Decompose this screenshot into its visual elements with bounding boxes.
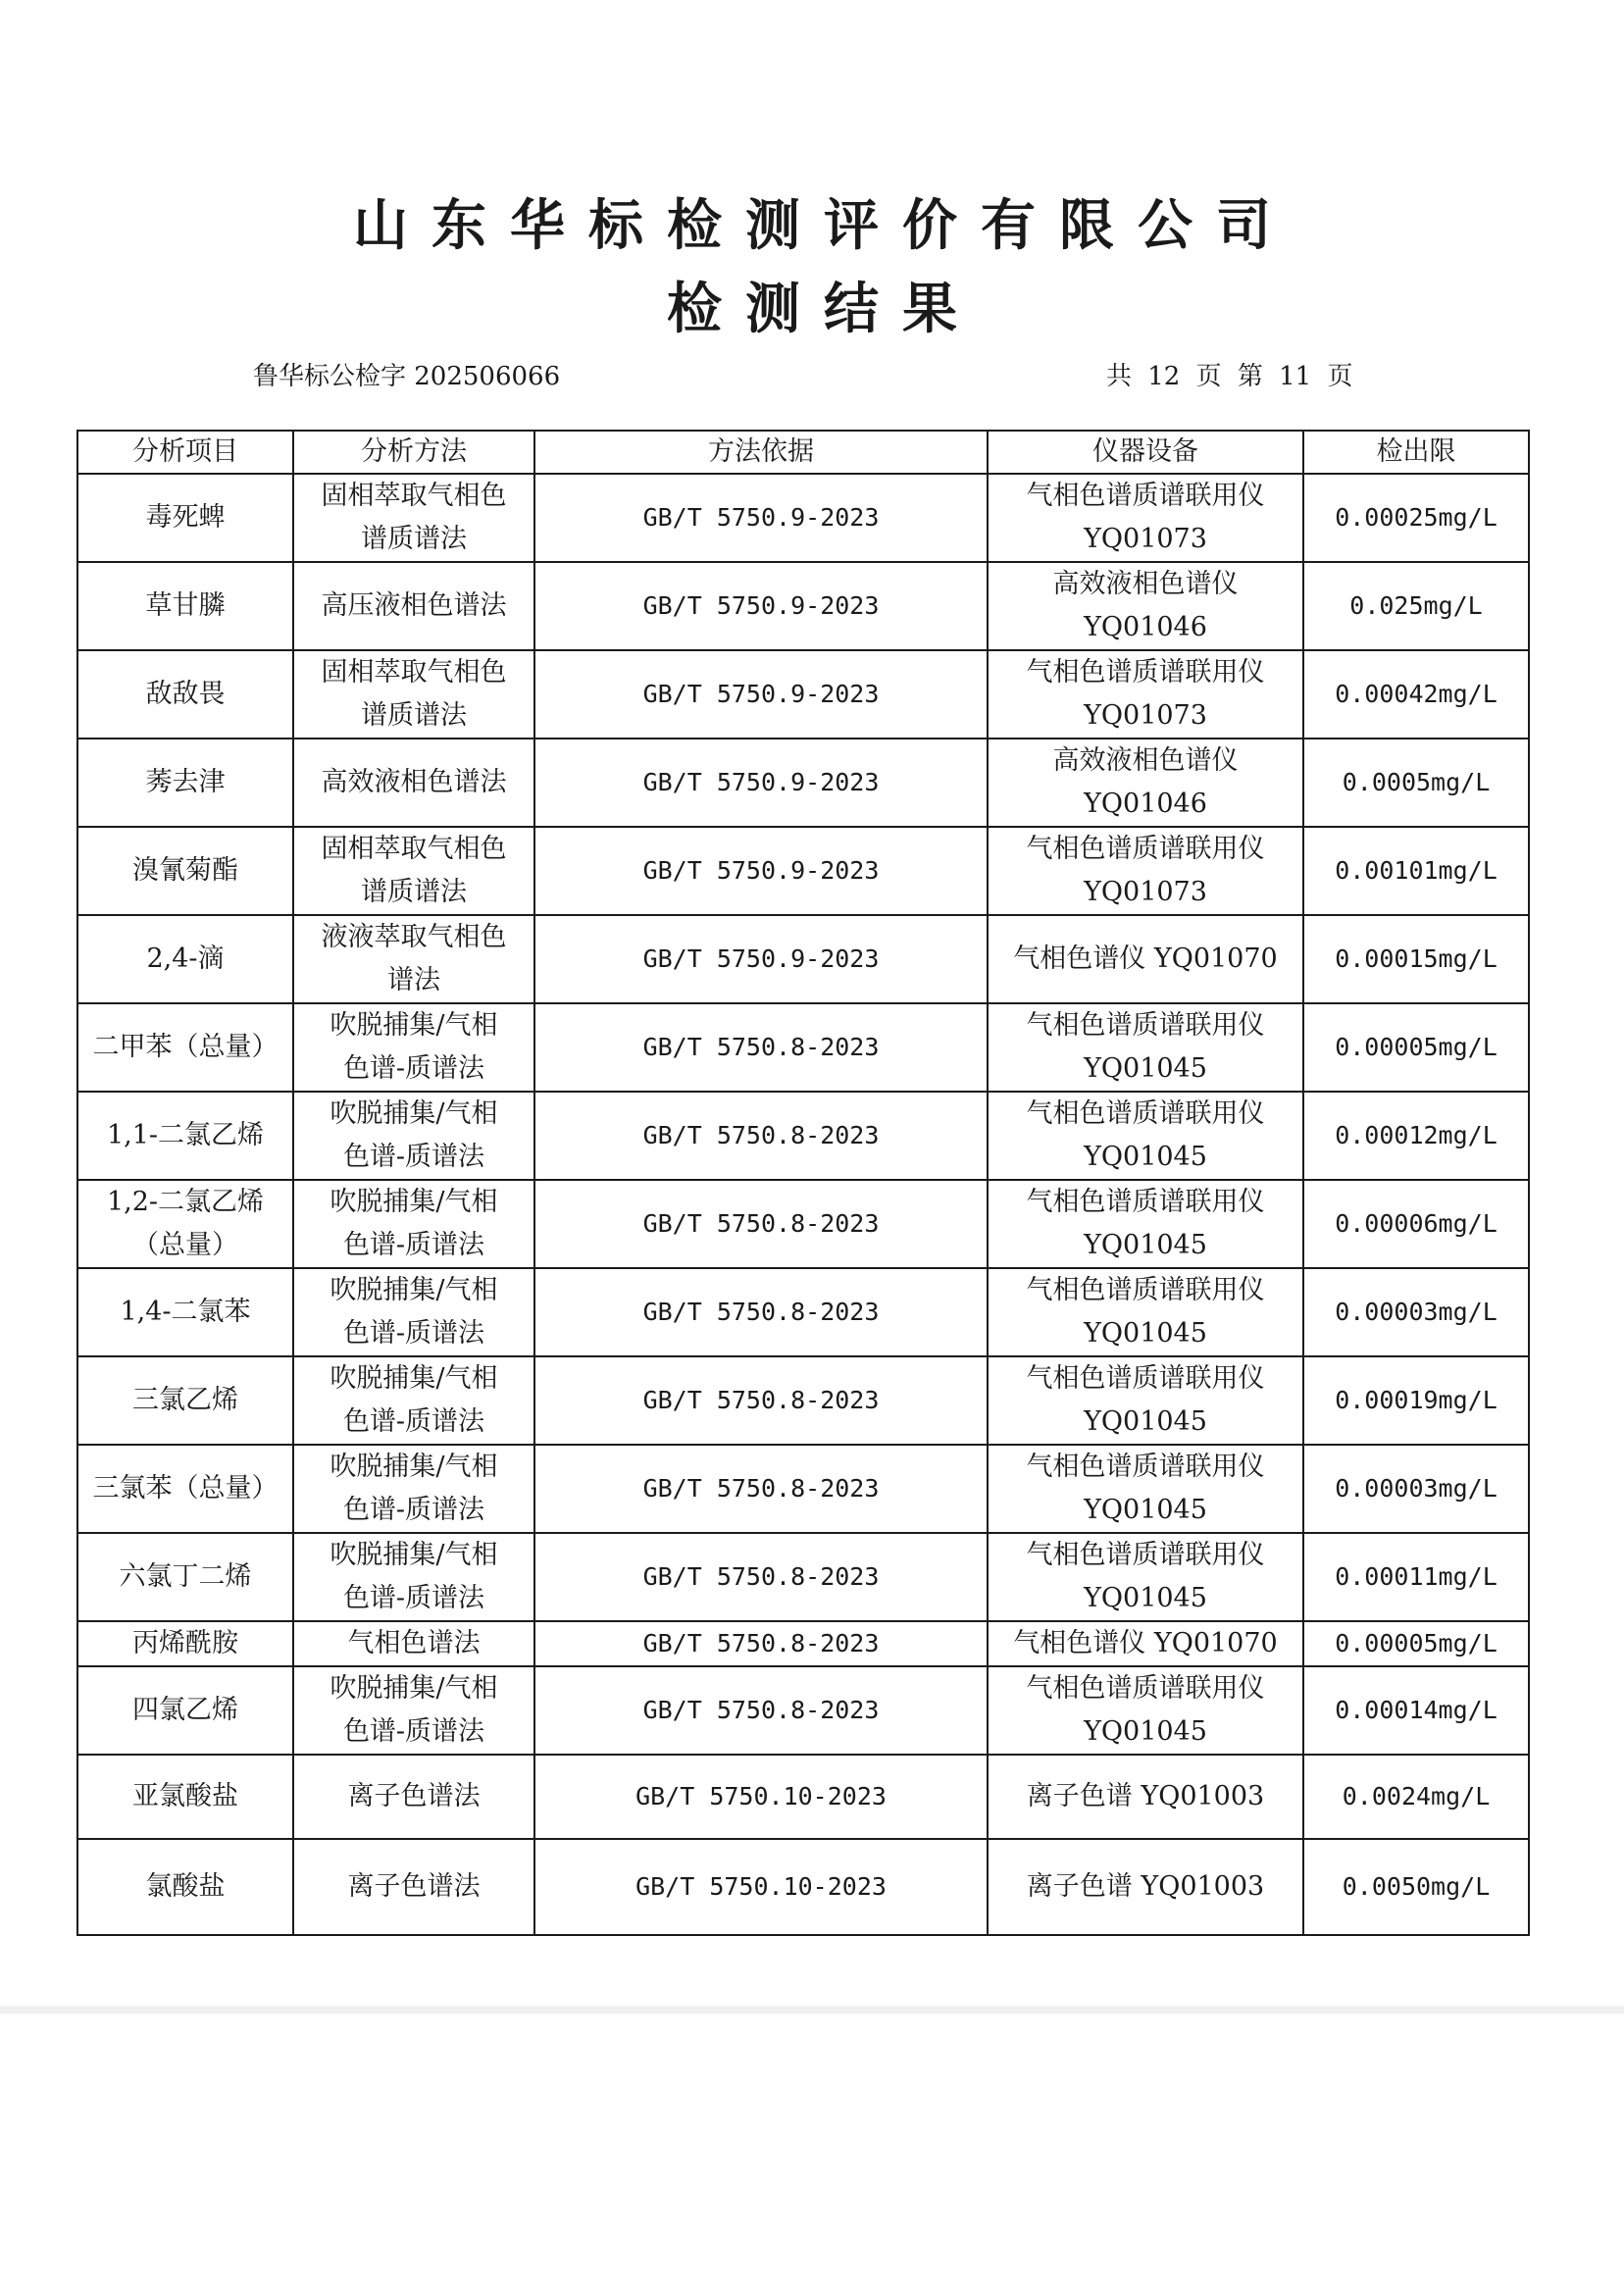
cell-method-line: 固相萃取气相色 — [321, 834, 507, 864]
cell-method-line: 吹脱捕集/气相 — [330, 1452, 498, 1482]
cell-method-line: 吹脱捕集/气相 — [330, 1275, 498, 1305]
table-row — [77, 739, 1529, 827]
table-row — [77, 915, 1529, 1003]
cell-method — [293, 1666, 534, 1755]
cell-method-line: 吹脱捕集/气相 — [330, 1010, 498, 1041]
cell-limit: 0.00101mg/L — [1303, 827, 1529, 915]
cell-instrument-line: YQ01073 — [1084, 700, 1207, 731]
cell-item — [77, 1092, 293, 1180]
cell-item — [77, 1445, 293, 1533]
cell-instrument — [988, 1092, 1303, 1180]
cell-item-line: 亚氯酸盐 — [132, 1781, 238, 1811]
cell-method-line: 吹脱捕集/气相 — [330, 1098, 498, 1129]
cell-instrument-line: 气相色谱质谱联用仪 — [1026, 1673, 1265, 1704]
cell-method — [293, 1445, 534, 1533]
cell-limit: 0.0050mg/L — [1303, 1839, 1529, 1935]
cell-instrument-line: YQ01073 — [1084, 877, 1207, 907]
cell-method — [293, 1533, 534, 1621]
cell-item-line: 草甘膦 — [145, 590, 226, 621]
cell-instrument-line: 气相色谱质谱联用仪 — [1026, 1275, 1265, 1305]
cell-instrument — [988, 1755, 1303, 1839]
table-row — [77, 1621, 1529, 1666]
cell-instrument-line: 气相色谱质谱联用仪 — [1026, 1098, 1265, 1129]
cell-method — [293, 1621, 534, 1666]
table-row — [77, 562, 1529, 650]
cell-instrument — [988, 1839, 1303, 1935]
cell-basis: GB/T 5750.8-2023 — [534, 1180, 988, 1268]
cell-instrument — [988, 1445, 1303, 1533]
cell-method-line: 高效液相色谱法 — [321, 767, 507, 797]
cell-instrument-line: YQ01046 — [1084, 789, 1207, 819]
cell-instrument-line: 气相色谱质谱联用仪 — [1026, 481, 1265, 511]
cell-item-line: 四氯乙烯 — [132, 1695, 238, 1725]
cell-instrument — [988, 562, 1303, 650]
cell-method — [293, 562, 534, 650]
cell-method — [293, 1268, 534, 1356]
cell-method — [293, 1180, 534, 1268]
cell-limit: 0.025mg/L — [1303, 562, 1529, 650]
cell-item-line: 六氯丁二烯 — [119, 1561, 252, 1592]
report-number: 鲁华标公检字 202506066 — [253, 362, 561, 391]
cell-limit: 0.00019mg/L — [1303, 1356, 1529, 1445]
results-table — [76, 430, 1530, 1936]
cell-basis: GB/T 5750.8-2023 — [534, 1356, 988, 1445]
cell-item-line: （总量） — [132, 1230, 238, 1260]
table-row — [77, 1445, 1529, 1533]
cell-method — [293, 827, 534, 915]
table-row — [77, 1839, 1529, 1935]
cell-instrument-line: 离子色谱 YQ01003 — [1026, 1781, 1265, 1811]
cell-limit: 0.00011mg/L — [1303, 1533, 1529, 1621]
cell-instrument-line: 气相色谱质谱联用仪 — [1026, 1363, 1265, 1394]
table-row — [77, 1533, 1529, 1621]
cell-basis: GB/T 5750.9-2023 — [534, 650, 988, 739]
cell-instrument — [988, 1666, 1303, 1755]
cell-instrument-line: 气相色谱质谱联用仪 — [1026, 1187, 1265, 1217]
cell-instrument-line: YQ01046 — [1084, 612, 1207, 642]
cell-basis: GB/T 5750.8-2023 — [534, 1268, 988, 1356]
cell-method-line: 吹脱捕集/气相 — [330, 1187, 498, 1217]
cell-method — [293, 474, 534, 562]
cell-method-line: 吹脱捕集/气相 — [330, 1673, 498, 1704]
cell-limit: 0.00015mg/L — [1303, 915, 1529, 1003]
cell-basis: GB/T 5750.8-2023 — [534, 1666, 988, 1755]
table-row — [77, 1092, 1529, 1180]
table-header-row — [77, 431, 1529, 474]
cell-item-line: 氯酸盐 — [145, 1871, 226, 1902]
cell-basis: GB/T 5750.9-2023 — [534, 827, 988, 915]
cell-method-line: 谱质谱法 — [361, 700, 467, 731]
cell-item — [77, 562, 293, 650]
cell-instrument-line: 气相色谱质谱联用仪 — [1026, 1452, 1265, 1482]
cell-method-line: 谱质谱法 — [361, 524, 467, 554]
cell-instrument — [988, 827, 1303, 915]
cell-limit: 0.00006mg/L — [1303, 1180, 1529, 1268]
cell-instrument-line: 高效液相色谱仪 — [1052, 569, 1239, 599]
cell-basis: GB/T 5750.10-2023 — [534, 1839, 988, 1935]
cell-method-line: 离子色谱法 — [347, 1871, 481, 1902]
cell-instrument — [988, 1003, 1303, 1092]
cell-instrument-line: YQ01045 — [1084, 1318, 1207, 1349]
cell-item-line: 溴氰菊酯 — [132, 855, 238, 886]
cell-instrument-line: 气相色谱质谱联用仪 — [1026, 834, 1265, 864]
cell-basis: GB/T 5750.9-2023 — [534, 739, 988, 827]
cell-item — [77, 1621, 293, 1666]
cell-instrument-line: YQ01045 — [1084, 1495, 1207, 1525]
cell-method — [293, 1839, 534, 1935]
column-header-basis: 方法依据 — [534, 431, 988, 474]
column-header-method: 分析方法 — [293, 431, 534, 474]
cell-item-line: 1,2-二氯乙烯 — [106, 1187, 265, 1217]
cell-method — [293, 1092, 534, 1180]
cell-instrument-line: 气相色谱质谱联用仪 — [1026, 1010, 1265, 1041]
cell-item — [77, 915, 293, 1003]
cell-method-line: 色谱-质谱法 — [342, 1716, 485, 1747]
table-row — [77, 1755, 1529, 1839]
cell-method-line: 固相萃取气相色 — [321, 657, 507, 688]
cell-instrument-line: YQ01073 — [1084, 524, 1207, 554]
cell-basis: GB/T 5750.9-2023 — [534, 474, 988, 562]
cell-method-line: 吹脱捕集/气相 — [330, 1363, 498, 1394]
cell-instrument — [988, 1180, 1303, 1268]
cell-basis: GB/T 5750.8-2023 — [534, 1003, 988, 1092]
cell-instrument-line: YQ01045 — [1084, 1230, 1207, 1260]
cell-method-line: 色谱-质谱法 — [342, 1406, 485, 1437]
cell-method — [293, 1755, 534, 1839]
cell-item — [77, 1003, 293, 1092]
cell-limit: 0.00003mg/L — [1303, 1445, 1529, 1533]
table-row — [77, 1268, 1529, 1356]
table-row — [77, 1180, 1529, 1268]
cell-limit: 0.00005mg/L — [1303, 1621, 1529, 1666]
cell-item-line: 莠去津 — [145, 767, 226, 797]
column-header-instrument: 仪器设备 — [988, 431, 1303, 474]
cell-item — [77, 650, 293, 739]
cell-item — [77, 1268, 293, 1356]
cell-method-line: 色谱-质谱法 — [342, 1053, 485, 1084]
column-header-item: 分析项目 — [77, 431, 293, 474]
cell-method-line: 液液萃取气相色 — [321, 922, 507, 952]
table-row — [77, 827, 1529, 915]
cell-limit: 0.00005mg/L — [1303, 1003, 1529, 1092]
scan-band — [0, 2006, 1624, 2014]
cell-item-line: 敌敌畏 — [145, 679, 226, 709]
cell-instrument — [988, 739, 1303, 827]
cell-instrument — [988, 915, 1303, 1003]
cell-method — [293, 1003, 534, 1092]
cell-item-line: 三氯乙烯 — [132, 1385, 238, 1415]
cell-method-line: 固相萃取气相色 — [321, 481, 507, 511]
cell-limit: 0.00003mg/L — [1303, 1268, 1529, 1356]
cell-item-line: 丙烯酰胺 — [132, 1628, 238, 1658]
table-row — [77, 650, 1529, 739]
cell-instrument-line: YQ01045 — [1084, 1053, 1207, 1084]
cell-method-line: 高压液相色谱法 — [321, 590, 507, 621]
cell-item — [77, 1356, 293, 1445]
cell-limit: 0.00012mg/L — [1303, 1092, 1529, 1180]
cell-method-line: 色谱-质谱法 — [342, 1318, 485, 1349]
cell-method-line: 色谱-质谱法 — [342, 1495, 485, 1525]
cell-instrument-line: YQ01045 — [1084, 1406, 1207, 1437]
page-info: 共 12 页 第 11 页 — [1106, 362, 1353, 391]
cell-method-line: 色谱-质谱法 — [342, 1142, 485, 1172]
column-header-limit: 检出限 — [1303, 431, 1529, 474]
cell-item — [77, 1755, 293, 1839]
document-title: 检测结果 — [667, 277, 981, 341]
cell-instrument — [988, 1621, 1303, 1666]
cell-instrument — [988, 1356, 1303, 1445]
cell-limit: 0.0024mg/L — [1303, 1755, 1529, 1839]
cell-instrument-line: 离子色谱 YQ01003 — [1026, 1871, 1265, 1902]
cell-instrument — [988, 474, 1303, 562]
cell-instrument — [988, 1533, 1303, 1621]
cell-instrument-line: 气相色谱仪 YQ01070 — [1013, 1628, 1278, 1658]
cell-method-line: 谱质谱法 — [361, 877, 467, 907]
cell-basis: GB/T 5750.8-2023 — [534, 1533, 988, 1621]
cell-instrument-line: 高效液相色谱仪 — [1052, 745, 1239, 776]
cell-method — [293, 1356, 534, 1445]
cell-item — [77, 474, 293, 562]
cell-limit: 0.00042mg/L — [1303, 650, 1529, 739]
cell-method — [293, 650, 534, 739]
cell-basis: GB/T 5750.8-2023 — [534, 1092, 988, 1180]
cell-method — [293, 739, 534, 827]
company-name: 山东华标检测评价有限公司 — [353, 193, 1294, 258]
cell-instrument — [988, 650, 1303, 739]
cell-basis: GB/T 5750.8-2023 — [534, 1445, 988, 1533]
cell-method-line: 吹脱捕集/气相 — [330, 1540, 498, 1570]
cell-basis: GB/T 5750.10-2023 — [534, 1755, 988, 1839]
cell-method-line: 谱法 — [387, 965, 440, 995]
cell-instrument-line: 气相色谱质谱联用仪 — [1026, 657, 1265, 688]
cell-method-line: 气相色谱法 — [347, 1628, 481, 1658]
cell-limit: 0.00014mg/L — [1303, 1666, 1529, 1755]
cell-instrument-line: 气相色谱质谱联用仪 — [1026, 1540, 1265, 1570]
cell-basis: GB/T 5750.9-2023 — [534, 562, 988, 650]
cell-instrument — [988, 1268, 1303, 1356]
cell-instrument-line: YQ01045 — [1084, 1716, 1207, 1747]
cell-item — [77, 1839, 293, 1935]
table-row — [77, 474, 1529, 562]
cell-item — [77, 1666, 293, 1755]
cell-basis: GB/T 5750.9-2023 — [534, 915, 988, 1003]
cell-item-line: 三氯苯（总量） — [92, 1473, 279, 1504]
cell-item-line: 1,1-二氯乙烯 — [106, 1120, 265, 1150]
cell-instrument-line: 气相色谱仪 YQ01070 — [1013, 943, 1278, 974]
cell-instrument-line: YQ01045 — [1084, 1142, 1207, 1172]
cell-method-line: 离子色谱法 — [347, 1781, 481, 1811]
cell-item-line: 2,4-滴 — [146, 943, 225, 974]
cell-method-line: 色谱-质谱法 — [342, 1230, 485, 1260]
cell-instrument-line: YQ01045 — [1084, 1583, 1207, 1613]
cell-basis: GB/T 5750.8-2023 — [534, 1621, 988, 1666]
cell-item — [77, 739, 293, 827]
cell-item — [77, 827, 293, 915]
table-row — [77, 1666, 1529, 1755]
cell-limit: 0.0005mg/L — [1303, 739, 1529, 827]
cell-limit: 0.00025mg/L — [1303, 474, 1529, 562]
table-body — [77, 474, 1529, 1935]
cell-item-line: 1,4-二氯苯 — [120, 1297, 251, 1327]
table-row — [77, 1003, 1529, 1092]
cell-item-line: 毒死蜱 — [145, 502, 226, 533]
cell-item — [77, 1180, 293, 1268]
cell-method-line: 色谱-质谱法 — [342, 1583, 485, 1613]
table-row — [77, 1356, 1529, 1445]
cell-item — [77, 1533, 293, 1621]
cell-item-line: 二甲苯（总量） — [92, 1032, 279, 1062]
cell-method — [293, 915, 534, 1003]
